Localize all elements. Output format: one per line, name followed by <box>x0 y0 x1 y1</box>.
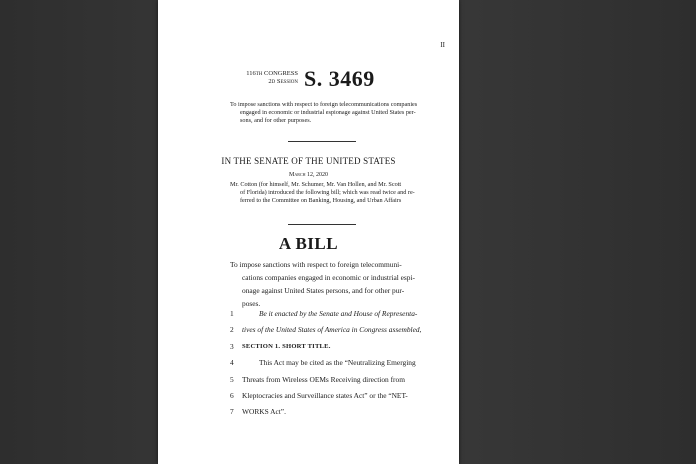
bill-text <box>230 306 445 421</box>
line-number: 1 <box>230 309 234 318</box>
line-number: 3 <box>230 341 234 351</box>
line-number: 2 <box>230 325 234 335</box>
title-line: To impose sanctions with respect to foreign telecommuni- <box>230 260 402 269</box>
bill-line <box>230 372 445 388</box>
bill-line-text: WORKS Act”. <box>242 407 286 417</box>
bill-title <box>230 258 445 310</box>
title-line: cations companies engaged in economic or industrial espi- <box>242 273 416 282</box>
line-number: 5 <box>230 374 234 384</box>
introduction-statement <box>230 181 445 206</box>
section-heading: SECTION 1. SHORT TITLE. <box>242 342 331 350</box>
congress-session <box>230 70 298 86</box>
introduction-date: March 12, 2020 <box>289 172 328 178</box>
bill-line <box>230 388 445 404</box>
purpose-line: To impose sanctions with respect to foreign telecommunications companies <box>230 101 418 108</box>
page-number: II <box>440 41 445 49</box>
divider <box>288 224 356 225</box>
line-number: 7 <box>230 407 234 417</box>
document-page <box>158 0 459 464</box>
enacting-clause: Be it enacted by the Senate and House of Representa- <box>259 309 418 318</box>
bill-line-text: Threats from Wireless OEMs Receiving direction from <box>242 374 405 384</box>
bill-heading: A BILL <box>278 234 339 253</box>
enacting-clause: tives of the United States of America in Congress assembled, <box>242 325 422 335</box>
bill-line-text: Kleptocracies and Surveillance states Act” or the “NET- <box>242 391 408 401</box>
intro-line: Mr. Cotton (for himself, Mr. Schumer, Mr. Van Hollen, and Mr. Scott <box>230 181 402 188</box>
bill-line-text: This Act may be cited as the “Neutralizing Emerging <box>259 358 416 368</box>
chamber-heading: IN THE SENATE OF THE UNITED STATES <box>221 156 396 166</box>
purpose-line: engaged in economic or industrial espionage against United States per- <box>240 109 416 116</box>
purpose-line: sons, and for other purposes. <box>240 117 312 124</box>
divider <box>288 141 356 142</box>
session-label: 2d Session <box>268 78 298 85</box>
title-line: onage against United States persons, and for other pur- <box>242 286 405 295</box>
line-number: 4 <box>230 358 234 368</box>
bill-number: S. 3469 <box>304 66 375 91</box>
bill-line <box>230 339 445 355</box>
line-number: 6 <box>230 391 234 401</box>
bill-purpose <box>230 101 445 125</box>
congress-label: 116th CONGRESS <box>246 70 298 77</box>
intro-line: ferred to the Committee on Banking, Housing, and Urban Affairs <box>240 197 402 205</box>
bill-line <box>230 306 445 322</box>
bill-line <box>230 322 445 338</box>
intro-line: of Florida) introduced the following bill; which was read twice and re- <box>240 189 415 197</box>
title-line: poses. <box>242 299 261 308</box>
bill-line <box>230 355 445 371</box>
bill-line <box>230 404 445 420</box>
